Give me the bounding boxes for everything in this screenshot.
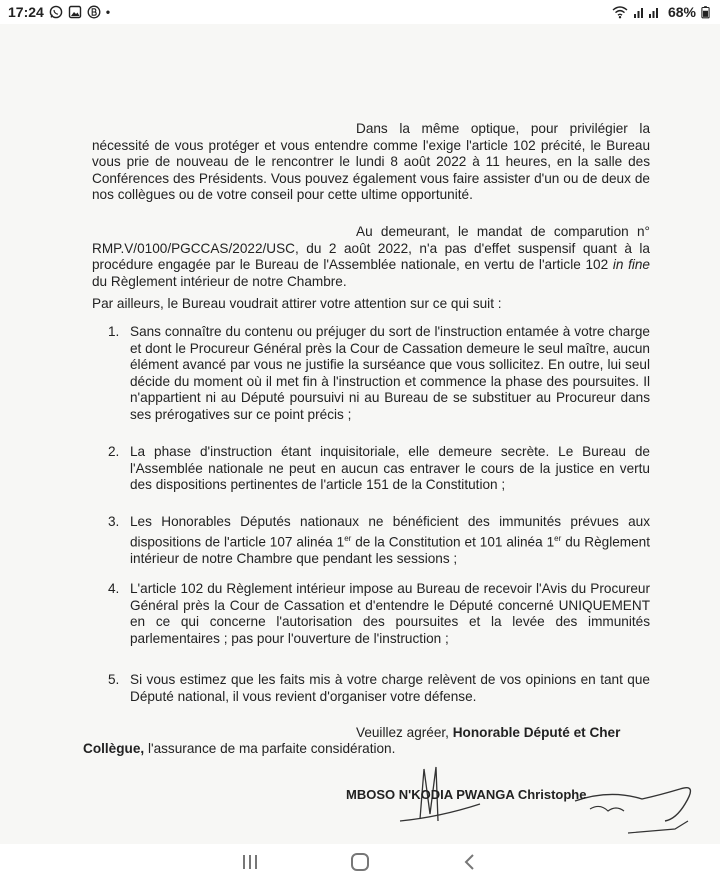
list-item: 4. L'article 102 du Règlement intérieur impose au Bureau de recevoir l'Avis du Procureur Général près la Cour de Cassation et d'entendre le Député concerné UNIQUEMENT en ce qui concerne l'autorisation des poursuites et la levée des immunités parlementaires ; pas pour l'ouverture de l'instruction ; [108,581,650,646]
closing-line-2: Collègue, l'assurance de ma parfaite considération. [83,741,396,756]
battery-percent: 68% [667,4,696,20]
list-item: 2. La phase d'instruction étant inquisitoriale, elle demeure secrète. Le Bureau de l'Assemblée nationale ne peut en aucun cas entraver le cours de la justice en vertu des dispositions pertinentes de l'article 151 de la Constitution ; [108,444,650,493]
home-button[interactable] [340,847,380,877]
gallery-icon [68,5,82,19]
recent-apps-button[interactable] [230,847,270,877]
home-icon [349,852,371,872]
back-icon [462,852,478,872]
status-bar [0,0,720,24]
closing-line: Veuillez agréer, Honorable Député et Cher [356,725,621,740]
wifi-icon [612,5,628,19]
signer-name: MBOSO N'KODIA PWANGA Christophe [346,787,587,802]
recent-apps-icon [240,853,260,871]
clock: 17:24 [8,4,44,20]
navigation-bar [0,844,720,880]
battery-icon [701,5,710,19]
document-page [0,24,720,844]
back-button[interactable] [450,847,490,877]
list-item: 1. Sans connaître du contenu ou préjuger du sort de l'instruction entamée à votre charge et dont le Procureur Général près la Cour de Cassation demeure le seul maître, aucun élément avancé par vous ne justifie la surséance que vous sollicitez. En outre, lui seul décide du moment où il met fin à l'instruction et commence la phase des poursuites. Il n'appartient ni au Député poursuivi ni au Bureau de se substituer au Procureur dans ses prérogatives sur ce point précis ; [108,324,650,422]
paragraph-convocation: Dans la même optique, pour privilégier la nécessité de vous protéger et vous entendre comme l'exige l'article 102 précité, le Bureau vous prie de nouveau de le rencontrer le lundi 8 août 2022 à 11 heures, en la salle des Conférences des Présidents. Vous pouvez également vous faire assister d'un ou de deux de nos collègues ou de votre conseil pour cette ultime opportunité. [92,121,650,203]
b-badge-icon [87,5,101,19]
signal-icon [633,5,663,19]
notification-dot: • [105,5,111,19]
list-item: 5. Si vous estimez que les faits mis à votre charge relèvent de vos opinions en tant que Député national, il vous revient d'organiser votre défense. [108,672,650,704]
whatsapp-icon [49,5,63,19]
list-item: 3. Les Honorables Députés nationaux ne bénéficient des immunités prévues aux dispositions de l'article 107 alinéa 1er de la Constitution et 101 alinéa 1er du Règlement intérieur de notre Chambre que pendant les sessions ; [108,514,650,566]
paragraph-intro-list: Par ailleurs, le Bureau voudrait attirer votre attention sur ce qui suit : [92,296,502,311]
paragraph-mandat: Au demeurant, le mandat de comparution n° RMP.V/0100/PGCCAS/2022/USC, du 2 août 2022, n'a pas d'effet suspensif quant à la procédure engagée par le Bureau de l'Assemblée nationale, en vertu de l'article 102 in fine du Règlement intérieur de notre Chambre. [92,224,650,289]
